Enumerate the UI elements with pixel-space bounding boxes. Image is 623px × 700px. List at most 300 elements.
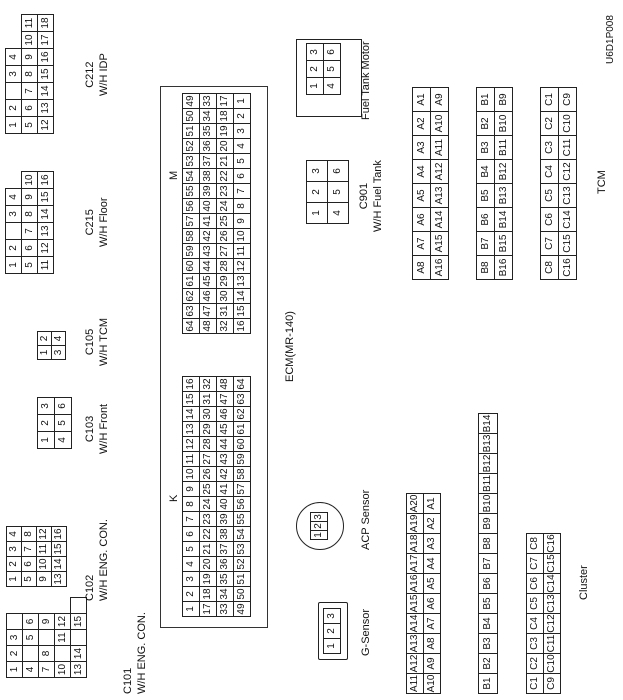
pin-cell: A8 <box>424 634 441 654</box>
pin-cell: C15 <box>559 232 577 256</box>
pin-grid-ecm-m <box>182 93 251 334</box>
pin-cell: 62 <box>234 407 251 422</box>
pin-cell: A1 <box>413 88 431 112</box>
pin-cell: 23 <box>217 184 234 199</box>
pin-cell: A13 <box>407 634 424 654</box>
pin-cell: 3 <box>307 44 324 61</box>
pin-cell: A16 <box>431 256 449 280</box>
pin-row <box>311 513 328 540</box>
pin-cell: C10 <box>544 654 561 674</box>
pin-cell: 3 <box>7 630 23 646</box>
pin-cell: A12 <box>407 654 424 674</box>
pin-cell: 4 <box>234 139 251 154</box>
pin-cell: C3 <box>541 136 559 160</box>
pin-cell: A10 <box>424 674 441 694</box>
ecm-name: ECM(MR-140) <box>284 311 296 382</box>
pin-cell: 12 <box>37 527 52 542</box>
pin-grid-cluster-a <box>406 493 441 694</box>
pin-cell: 2 <box>7 646 23 662</box>
pin-grid-tcm-c <box>540 87 577 280</box>
pin-cell: 2 <box>324 624 341 639</box>
pin-cell: A15 <box>407 594 424 614</box>
pin-cell: 1 <box>38 432 55 449</box>
pin-cell: B14 <box>495 208 513 232</box>
pin-cell: 8 <box>234 199 251 214</box>
pin-cell: A14 <box>407 614 424 634</box>
pin-cell: 36 <box>217 557 234 572</box>
pin-cell: 4 <box>328 203 349 224</box>
c215-name: C215 <box>84 209 96 236</box>
pin-cell: B9 <box>495 88 513 112</box>
pin-cell: 9 <box>22 49 38 66</box>
pin-cell: 4 <box>183 557 200 572</box>
pin-cell: 14 <box>38 206 54 223</box>
pin-cell: 6 <box>183 527 200 542</box>
label-c215 <box>84 198 112 248</box>
connector-c101 <box>6 597 87 678</box>
pin-cell: A18 <box>407 534 424 554</box>
pin-cell: B5 <box>479 594 498 614</box>
pin-cell: 37 <box>200 154 217 169</box>
pin-cell: 28 <box>217 259 234 274</box>
pin-cell: A3 <box>413 136 431 160</box>
pin-cell: 2 <box>6 240 22 257</box>
pin-cell: 16 <box>234 319 251 334</box>
pin-cell: 1 <box>307 203 328 224</box>
c101-desc: W/H ENG. CON. <box>135 612 148 694</box>
pin-cell: 2 <box>307 61 324 78</box>
ecm-group-m-label: M <box>168 170 180 180</box>
pin-cell: 14 <box>71 646 87 662</box>
pin-cell: 44 <box>200 259 217 274</box>
pin-cell: 33 <box>217 602 234 617</box>
pin-cell: 58 <box>183 229 200 244</box>
pin-cell: 11 <box>38 257 54 274</box>
pin-cell: C14 <box>544 574 561 594</box>
diagram-id: U6D1P008 <box>605 15 616 64</box>
pin-cell: 56 <box>234 497 251 512</box>
pin-cell: 10 <box>22 172 38 189</box>
pin-cell: 50 <box>183 109 200 124</box>
ecm-connector-k <box>182 376 251 617</box>
pin-cell: 13 <box>234 274 251 289</box>
connector-c105 <box>37 331 66 360</box>
pin-row <box>6 172 22 274</box>
pin-cell: 64 <box>234 377 251 392</box>
pin-cell: 7 <box>234 184 251 199</box>
pin-cell: 2 <box>183 587 200 602</box>
pin-cell: 3 <box>7 542 22 557</box>
pin-cell: 16 <box>52 527 67 542</box>
pin-cell: A6 <box>424 594 441 614</box>
pin-cell: B13 <box>495 184 513 208</box>
pin-cell: 1 <box>324 639 341 654</box>
pin-cell: 8 <box>22 527 37 542</box>
empty-pin-cell <box>6 83 22 100</box>
pin-cell: 16 <box>38 172 54 189</box>
c901-desc: W/H Fuel Tank <box>371 160 384 232</box>
pin-row <box>200 377 217 617</box>
pin-row <box>307 161 328 224</box>
pin-cell: 12 <box>38 240 54 257</box>
tcm-connector-a <box>412 87 449 280</box>
cluster-connector-b <box>478 413 498 694</box>
pin-cell: 2 <box>6 100 22 117</box>
pin-cell: 13 <box>183 422 200 437</box>
pin-cell: B10 <box>479 494 498 514</box>
pin-row <box>234 377 251 617</box>
pin-cell: C16 <box>544 534 561 554</box>
pin-cell: 43 <box>217 452 234 467</box>
pin-cell: B4 <box>479 614 498 634</box>
pin-cell: 2 <box>7 557 22 572</box>
pin-cell: 3 <box>38 398 55 415</box>
pin-cell: B3 <box>479 634 498 654</box>
pin-row <box>22 527 37 587</box>
pin-cell: B3 <box>477 136 495 160</box>
pin-cell: A14 <box>431 208 449 232</box>
pin-cell: 45 <box>200 274 217 289</box>
pin-cell: 32 <box>217 319 234 334</box>
pin-cell: C9 <box>559 88 577 112</box>
pin-grid-c101 <box>6 597 87 678</box>
pin-cell: 17 <box>200 602 217 617</box>
pin-cell: 16 <box>183 377 200 392</box>
tcm-connector-b <box>476 87 513 280</box>
pin-cell: 1 <box>7 662 23 678</box>
pin-grid-c103 <box>37 397 72 449</box>
pin-cell: A17 <box>407 554 424 574</box>
pin-cell: A2 <box>413 112 431 136</box>
pin-cell: 34 <box>217 587 234 602</box>
pin-grid-g-sensor <box>323 608 341 654</box>
pin-cell: 27 <box>200 452 217 467</box>
pin-cell: 23 <box>200 512 217 527</box>
empty-pin-cell <box>23 646 39 662</box>
c105-name: C105 <box>84 328 96 356</box>
connector-c103 <box>37 397 72 449</box>
pin-cell: B7 <box>479 554 498 574</box>
pin-cell: 3 <box>52 346 66 360</box>
pin-cell: B1 <box>477 88 495 112</box>
pin-row <box>7 527 22 587</box>
pin-cell: 60 <box>183 259 200 274</box>
pin-cell: 11 <box>234 244 251 259</box>
pin-cell: 43 <box>200 244 217 259</box>
pin-cell: B16 <box>495 256 513 280</box>
pin-row <box>413 88 431 280</box>
pin-row <box>307 44 324 95</box>
pin-cell: 8 <box>39 646 55 662</box>
pin-cell: B6 <box>479 574 498 594</box>
pin-cell: 10 <box>183 467 200 482</box>
pin-cell: 6 <box>22 557 37 572</box>
pin-row <box>37 527 52 587</box>
c215-desc: W/H Floor <box>97 197 110 247</box>
pin-cell: 41 <box>217 482 234 497</box>
pin-cell: 54 <box>234 527 251 542</box>
empty-pin-cell <box>71 630 87 646</box>
pin-grid-c215 <box>5 171 54 274</box>
pin-row <box>479 414 498 694</box>
pin-row <box>52 332 66 360</box>
pin-row <box>431 88 449 280</box>
pin-cell: 4 <box>7 527 22 542</box>
pin-row <box>544 534 561 694</box>
pin-cell: 9 <box>183 482 200 497</box>
pin-grid-fuel-tank-motor <box>306 43 341 95</box>
pin-cell: 9 <box>234 214 251 229</box>
pin-row <box>477 88 495 280</box>
pin-cell: A8 <box>413 256 431 280</box>
pin-cell: 24 <box>217 199 234 214</box>
pin-cell: 14 <box>52 557 67 572</box>
pin-cell: A9 <box>424 654 441 674</box>
pin-cell: 57 <box>234 482 251 497</box>
pin-cell: 26 <box>200 467 217 482</box>
pin-cell: 46 <box>200 289 217 304</box>
pin-cell: C6 <box>527 574 544 594</box>
pin-row <box>407 494 424 694</box>
pin-cell: C8 <box>527 534 544 554</box>
pin-cell: 31 <box>217 304 234 319</box>
pin-cell: B9 <box>479 514 498 534</box>
pin-cell: A19 <box>407 514 424 534</box>
pin-cell: 3 <box>234 124 251 139</box>
pin-cell: 6 <box>55 398 72 415</box>
pin-cell: 27 <box>217 244 234 259</box>
pin-cell: 54 <box>183 169 200 184</box>
pin-cell: B12 <box>495 160 513 184</box>
pin-cell: 25 <box>217 214 234 229</box>
pin-cell: A11 <box>407 674 424 694</box>
pin-cell: C14 <box>559 208 577 232</box>
c103-desc: W/H Front <box>97 403 110 454</box>
pin-cell: 56 <box>183 199 200 214</box>
pin-cell: 18 <box>200 587 217 602</box>
pin-row <box>424 494 441 694</box>
pin-cell: C15 <box>544 554 561 574</box>
pin-cell: 1 <box>6 257 22 274</box>
cluster-name: Cluster <box>578 565 590 600</box>
pin-cell: 11 <box>22 15 38 32</box>
pin-cell: C13 <box>559 184 577 208</box>
pin-cell: 5 <box>22 257 38 274</box>
pin-cell: 1 <box>6 117 22 134</box>
pin-row <box>217 94 234 334</box>
tcm-name: TCM <box>596 170 608 194</box>
pin-cell: B10 <box>495 112 513 136</box>
pin-cell: 53 <box>234 542 251 557</box>
pin-cell: B2 <box>479 654 498 674</box>
pin-cell: B1 <box>479 674 498 694</box>
pin-cell: 55 <box>183 184 200 199</box>
pin-cell: 4 <box>52 332 66 346</box>
pin-cell: 2 <box>234 109 251 124</box>
pin-cell: 9 <box>39 614 55 630</box>
pin-cell: 46 <box>217 407 234 422</box>
pin-cell: 7 <box>39 662 55 678</box>
pin-cell: C16 <box>559 256 577 280</box>
pin-row <box>200 94 217 334</box>
pin-row <box>23 598 39 678</box>
pin-cell: 64 <box>183 319 200 334</box>
pin-cell: C4 <box>527 614 544 634</box>
pin-cell: 42 <box>217 467 234 482</box>
pin-row <box>324 609 341 654</box>
pin-cell: 9 <box>22 189 38 206</box>
pin-cell: 52 <box>183 139 200 154</box>
pin-row <box>324 44 341 95</box>
pin-cell: C2 <box>541 112 559 136</box>
pin-cell: 2 <box>311 522 328 531</box>
c212-desc: W/H IDP <box>97 53 110 96</box>
pin-cell: 48 <box>200 319 217 334</box>
pin-cell: 5 <box>23 630 39 646</box>
pin-cell: 53 <box>183 154 200 169</box>
pin-row <box>328 161 349 224</box>
pin-cell: C11 <box>544 634 561 654</box>
pin-cell: 57 <box>183 214 200 229</box>
pin-row <box>55 598 71 678</box>
pin-cell: 29 <box>217 274 234 289</box>
pin-cell: C8 <box>541 256 559 280</box>
pin-cell: 3 <box>324 609 341 624</box>
acp-sensor-name: ACP Sensor <box>360 489 372 550</box>
pin-cell: 28 <box>200 437 217 452</box>
pin-cell: C9 <box>544 674 561 694</box>
pin-cell: A16 <box>407 574 424 594</box>
pin-cell: A6 <box>413 208 431 232</box>
pin-cell: 15 <box>183 392 200 407</box>
pin-cell: 8 <box>183 497 200 512</box>
pin-row <box>6 15 22 134</box>
pin-grid-ecm-k <box>182 376 251 617</box>
pin-row <box>22 172 38 274</box>
label-c102 <box>84 519 112 601</box>
pin-cell: 11 <box>37 542 52 557</box>
pin-cell: 33 <box>200 94 217 109</box>
pin-cell: 63 <box>183 304 200 319</box>
pin-cell: 50 <box>234 587 251 602</box>
pin-cell: 60 <box>234 437 251 452</box>
pin-cell: 26 <box>217 229 234 244</box>
pin-cell: 62 <box>183 289 200 304</box>
pin-cell: 58 <box>234 467 251 482</box>
pin-cell: 14 <box>38 83 54 100</box>
pin-cell: 21 <box>217 154 234 169</box>
pin-cell: A12 <box>431 160 449 184</box>
pin-cell: A4 <box>413 160 431 184</box>
pin-grid-tcm-b <box>476 87 513 280</box>
pin-cell: 14 <box>183 407 200 422</box>
pin-cell: 59 <box>183 244 200 259</box>
pin-cell: A13 <box>431 184 449 208</box>
pin-cell: 51 <box>234 572 251 587</box>
pin-cell: 20 <box>217 139 234 154</box>
pin-cell: B11 <box>479 474 498 494</box>
pin-cell: B4 <box>477 160 495 184</box>
connector-c102 <box>6 526 67 587</box>
pin-grid-acp-sensor <box>310 512 328 540</box>
pin-cell: 10 <box>55 662 71 678</box>
pin-cell: 7 <box>22 83 38 100</box>
pin-row <box>217 377 234 617</box>
pin-cell: 11 <box>55 630 71 646</box>
pin-row <box>234 94 251 334</box>
pin-cell: A7 <box>424 614 441 634</box>
pin-cell: B6 <box>477 208 495 232</box>
pin-row <box>71 598 87 678</box>
pin-cell: A4 <box>424 554 441 574</box>
pin-cell: 47 <box>217 392 234 407</box>
pin-cell: 61 <box>234 422 251 437</box>
pin-cell: B13 <box>479 434 498 454</box>
pin-cell: 16 <box>38 49 54 66</box>
ecm-connector-m <box>182 93 251 334</box>
pin-cell: 25 <box>200 482 217 497</box>
pin-row <box>541 88 559 280</box>
pin-cell: 42 <box>200 229 217 244</box>
pin-cell: 31 <box>200 392 217 407</box>
pin-cell: A3 <box>424 534 441 554</box>
pin-cell: 49 <box>183 94 200 109</box>
pin-cell: 21 <box>200 542 217 557</box>
pin-cell: A7 <box>413 232 431 256</box>
pin-cell: C7 <box>541 232 559 256</box>
pin-cell: 4 <box>55 432 72 449</box>
pin-cell: A2 <box>424 514 441 534</box>
pin-cell: 3 <box>183 572 200 587</box>
c103-name: C103 <box>84 415 96 443</box>
pin-row <box>52 527 67 587</box>
label-c212 <box>84 53 112 96</box>
c101-name: C101 <box>122 667 134 694</box>
pin-cell: A9 <box>431 88 449 112</box>
pin-cell: 18 <box>38 15 54 32</box>
fuel-tank-motor-name: Fuel Tank Motor <box>360 41 372 120</box>
pin-cell: 61 <box>183 274 200 289</box>
pin-cell: 45 <box>217 422 234 437</box>
pin-cell: A5 <box>424 574 441 594</box>
pin-cell: 5 <box>324 61 341 78</box>
pin-cell: B11 <box>495 136 513 160</box>
pin-cell: 3 <box>6 206 22 223</box>
pin-cell: 2 <box>38 332 52 346</box>
pin-cell: C7 <box>527 554 544 574</box>
pin-cell: 1 <box>7 572 22 587</box>
pin-cell: 19 <box>217 124 234 139</box>
pin-cell: A15 <box>431 232 449 256</box>
pin-cell: 2 <box>38 415 55 432</box>
pin-row <box>39 598 55 678</box>
empty-pin-cell <box>7 614 23 630</box>
pin-cell: 1 <box>183 602 200 617</box>
pin-cell: 12 <box>55 614 71 630</box>
pin-cell: 4 <box>6 49 22 66</box>
pin-cell: 63 <box>234 392 251 407</box>
pin-row <box>38 172 54 274</box>
pin-cell: A20 <box>407 494 424 514</box>
pin-cell: 15 <box>38 66 54 83</box>
pin-cell: A10 <box>431 112 449 136</box>
pin-row <box>527 534 544 694</box>
pin-cell: 6 <box>22 240 38 257</box>
pin-cell: 19 <box>200 572 217 587</box>
pin-cell: 18 <box>217 109 234 124</box>
pin-cell: 49 <box>234 602 251 617</box>
label-c101 <box>122 612 150 694</box>
